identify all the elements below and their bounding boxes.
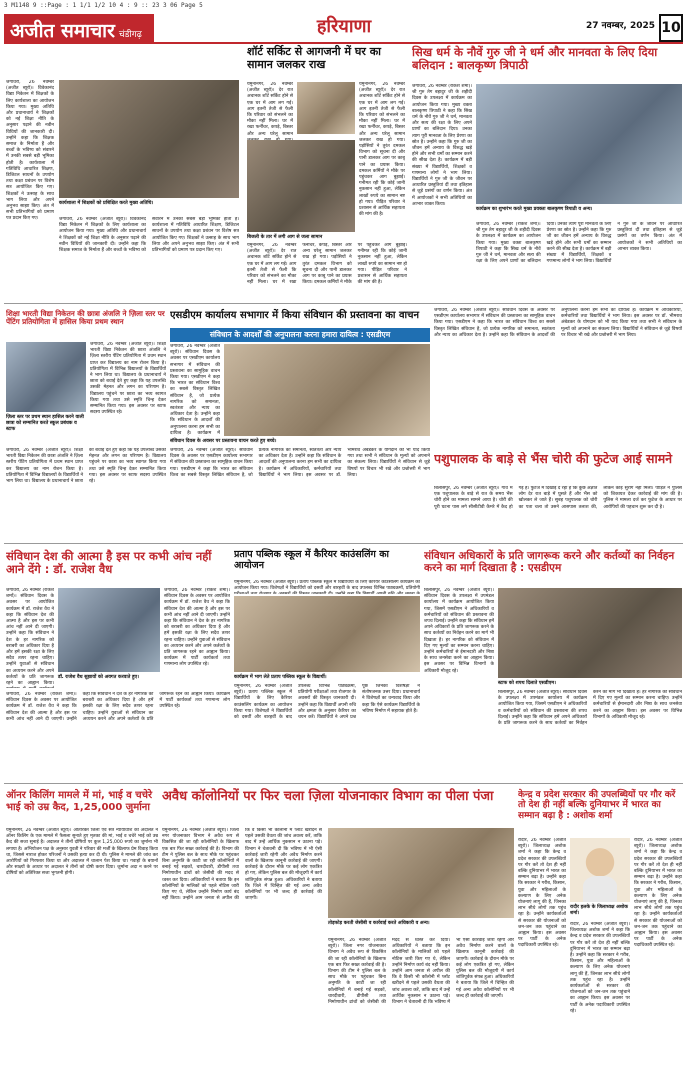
article-body: यमुनानगर, 26 नवम्बर (अजीत ब्यूरो)। अतिरिक्त जिला एवं सत्र न्यायाधीश की अदालत ने ऑनर किलिंग के एक मामले में फैसला सुनाते हुए मृतका की मां, भाई व चचेरे भाई को उम्र कैद की सजा सुनाई है। अदालत ने तीनों दोषियों पर कुल 1,25,000 रुपये का जुर्माना भी लगाया है। अभियोजन पक्ष के अनुसार युवती ने परिवार की मर्जी के खिलाफ प्रेम विवाह किया था, जिससे नाराज होकर परिजनों ने उसकी हत्या कर दी थी। पुलिस ने मामले की जांच कर आरोपियों को गिरफ्तार किया था और अदालत में चालान पेश किया था। गवाहों के बयानों और साक्ष्यों के आधार पर अदालत ने तीनों को दोषी करार दिया। जुर्माना अदा न करने पर दोषियों को अतिरिक्त सजा भुगतनी होगी। [6, 828, 158, 877]
issue-date: 27 नवम्बर, 2025 [585, 21, 655, 31]
article-body: जगाधरी, 26 नवम्बर (अजीत ब्यूरो)। शिक्षा भारती विद्या निकेतन की छात्रा अंजलि ने ज़िला स्तरीय पेंटिंग प्रतियोगिता में प्रथम स्थान प्राप्त कर विद्यालय का नाम रोशन किया है। प्रतियोगिता में विभिन्न विद्यालयों के विद्यार्थियों ने भाग लिया था। विद्यालय के प्रधानाचार्य ने छात्रा को बधाई देते हुए कहा कि यह उपलब्धि उसकी मेहनत और लगन का परिणाम है। विद्यालय पहुंचने पर छात्रा का भव्य स्वागत किया गया तथा उसे स्मृति चिन्ह देकर सम्मानित किया गया। इस अवसर पर स्टाफ सदस्य उपस्थित रहे। [90, 342, 166, 416]
divider [4, 303, 683, 304]
paper-logo [4, 14, 154, 42]
page-number: 10 [659, 14, 683, 42]
article-sdm-duties [424, 548, 682, 780]
article-vivekanand [6, 80, 242, 300]
paper-name: अजीत समाचार [10, 20, 115, 42]
photo-caption: कार्यक्रम में भाग लेते प्रताप पब्लिक स्कूल के विद्यार्थी। [234, 675, 327, 680]
article-body: जगाधरी, 26 नवम्बर (अजीत ब्यूरो)। विवेकानंद विद्या निकेतन में शिक्षकों के लिए कार्यशाला का आयोजन किया गया। मुख्य अतिथि और प्रधानाचार्य ने शिक्षकों को नई शिक्षा नीति के अनुसार पढ़ाने की नवीन विधियों की जानकारी दी। उन्होंने कहा कि शिक्षक समाज के निर्माता हैं और बच्चों के भविष्य को संवारने में उनकी सबसे बड़ी भूमिका होती है। कार्यशाला में गतिविधि आधारित शिक्षण, डिजिटल साधनों के उपयोग तथा कक्षा प्रबंधन पर विशेष सत्र आयोजित किए गए। शिक्षकों ने उत्साह के साथ भाग लिया और अपने अनुभव साझा किए। अंत में सभी प्रतिभागियों को प्रमाण पत्र प्रदान किए गए। [6, 80, 54, 222]
print-meta: 3 M1148 9 ::Page : 1 1/1 1/2 10 4 : 9 :: 23 3 06 Page 5 [4, 2, 203, 9]
article-sdm-office-tail: जगाधरी, 26 नवम्बर (अजीत ब्यूरो)। संविधान दिवस के अवसर पर एसडीएम कार्यालय सभागार में संविधान की प्रस्तावना का सामूहिक वाचन किया गया। एसडीएम ने कहा कि भारत का संविधान विश्व का सबसे विस्तृत लिखित संविधान है, जो प्रत्येक नागरिक को समानता, स्वतंत्रता और न्याय का अधिकार देता है। उन्होंने कहा कि संविधान के आदर्शों की अनुपालना करना हम सभी का दायित्व है। कार्यक्रम में अधिकारियों, कर्मचारियों तथा विद्यार्थियों ने भाग लिया। इस अवसर पर डॉ. भीमराव अंबेडकर के योगदान को भी याद किया गया तथा सभी ने संविधान के मूल्यों को अपनाने का संकल्प लिया। विद्यार्थियों ने संविधान से जुड़े विषयों पर विचार भी रखे और प्रश्नोत्तरी में भाग लिया। [434, 308, 682, 338]
headline: संविधान देश की आत्मा है इस पर कभी आंच नहीं आने देंगे : डॉ. राजेश वैध [6, 549, 212, 577]
photo-caption: स्टाफ को शपथ दिलाते एसडीएम। [498, 681, 556, 686]
article-body-cont: यमुनानगर, 26 नवम्बर (अजीत ब्यूरो)। प्रताप पब्लिक स्कूल में विद्यार्थियों के लिए कैरियर काउंसलिंग कार्यक्रम का आयोजन किया गया। विशेषज्ञों ने विद्यार्थियों को दसवीं और बारहवीं के बाद उपलब्ध विभिन्न पाठ्यक्रमों, प्रतियोगी परीक्षाओं तथा रोजगार के अवसरों की विस्तृत जानकारी दी। उन्होंने कहा कि विद्यार्थी अपनी रुचि और क्षमता के अनुसार कैरियर का चयन करें। विद्यार्थियों ने अपने प्रश्न पूछे जिनका विशेषज्ञों ने संतोषजनक उत्तर दिया। प्रधानाचार्य ने विशेषज्ञों का धन्यवाद किया और कहा कि ऐसे कार्यक्रम विद्यार्थियों के भविष्य निर्माण में सहायक होते हैं। [234, 684, 420, 721]
article-body-cont: यमुनानगर, 26 नवम्बर (अजीत ब्यूरो)। जिला नगर योजनाकार विभाग ने अवैध रूप से विकसित की जा रही कॉलोनियों के खिलाफ एक बार फिर सख्त कार्रवाई की है। विभाग की टीम ने पुलिस बल के साथ मौके पर पहुंचकर बिना अनुमति के काटी जा रही कॉलोनियों में बनाई गई सड़कों, चारदीवारी, डीपीसी तथा निर्माणाधीन ढांचों को जेसीबी की मदद से ध्वस्त कर दिया। अधिकारियों ने बताया कि इन कॉलोनियों के मालिकों को पहले नोटिस जारी किए गए थे, लेकिन उन्होंने निर्माण कार्य बंद नहीं किया। उन्होंने आम जनता से अपील की कि वे किसी भी कॉलोनी में प्लॉट खरीदने से पहले उसकी वैधता की जांच अवश्य करें, ताकि बाद में उन्हें आर्थिक नुकसान न उठाना पड़े। विभाग ने चेतावनी दी कि भविष्य में भी ऐसी कार्रवाई जारी रहेगी और अवैध निर्माण करने वालों के खिलाफ कानूनी कार्रवाई की जाएगी। कार्रवाई के दौरान मौके पर कई लोग एकत्रित हो गए, लेकिन पुलिस बल की मौजूदगी में कार्य शांतिपूर्वक संपन्न हुआ। अधिकारियों ने बताया कि जिले में चिन्हित की गई अन्य अवैध कॉलोनियों पर भी जल्द ही कार्रवाई की जाएगी। [328, 938, 514, 1006]
article-body-cont: रादौर, 26 नवम्बर (अजीत ब्यूरो)। जिलाध्यक्ष अशोक शर्मा ने कहा कि केन्द्र व प्रदेश सरकार की उपलब्धियों पर गौर करें तो देश ही नहीं बल्कि दुनियाभर में भारत का सम्मान बढ़ा है। उन्होंने कहा कि सरकार ने गरीब, किसान, युवा और महिलाओं के कल्याण के लिए अनेक योजनाएं लागू की हैं, जिनका लाभ सीधे लोगों तक पहुंच रहा है। उन्होंने कार्यकर्ताओं से सरकार की योजनाओं को जन-जन तक पहुंचाने का आह्वान किया। इस अवसर पर पार्टी के अनेक पदाधिकारी उपस्थित रहे। [634, 838, 682, 949]
headline: एसडीएम कार्यालय सभागार में किया संविधान की प्रस्तावना का वाचन [170, 310, 420, 321]
article-body-cont: बिलासपुर, 26 नवम्बर (अजीत ब्यूरो)। संविधान दिवस के उपलक्ष्य में उपमंडल कार्यालय में कार्यक्रम आयोजित किया गया, जिसमें एसडीएम ने अधिकारियों व कर्मचारियों को संविधान की प्रस्तावना की शपथ दिलाई। उन्होंने कहा कि संविधान हमें अपने अधिकारों के प्रति जागरूक करने के साथ कर्तव्यों का निर्वहन करने का मार्ग भी दिखाता है। हर नागरिक को संविधान में दिए गए मूल्यों का सम्मान करना चाहिए। उन्होंने कर्मचारियों से ईमानदारी और निष्ठा के साथ जनसेवा करने का आह्वान किया। इस अवसर पर विभिन्न विभागों के अधिकारी मौजूद रहे। [498, 690, 682, 727]
article-body: यमुनानगर, 26 नवम्बर (अजीत ब्यूरो)। देर रात अचानक शॉर्ट सर्किट होने से एक घर में आग लग गई। आग इतनी तेजी से फैली कि परिवार को संभलने का मौका नहीं मिला। घर में रखा फर्नीचर, कपड़े, बिस्तर और अन्य घरेलू सामान [247, 82, 293, 137]
article-body-cont: यमुनानगर, 26 नवम्बर (अजीत ब्यूरो)। देर रात अचानक शॉर्ट सर्किट होने से एक घर में आग लग गई। आग इतनी तेजी से फैली कि परिवार को संभलने का मौका नहीं मिला। घर में रखा फर्नीचर, कपड़े, बिस्तर और अन्य घरेलू सामान जलकर राख हो गया। पड़ोसियों ने तुरंत दमकल विभाग को सूचना दी और पानी डालकर आग पर काबू पाने का प्रयास किया। दमकल कर्मियों ने मौके पर पहुंचकर आग बुझाई। गनीमत रही कि कोई जानी नुकसान नहीं हुआ, लेकिन लाखों रुपये का सामान नष्ट हो गया। पीड़ित परिवार ने प्रशासन से आर्थिक सहायता की मांग की है। [359, 82, 405, 218]
article-ashok-sharma [518, 788, 682, 1084]
article-photo [498, 588, 682, 678]
headline: प्रताप पब्लिक स्कूल में कैरियर काउंसलिंग का आयोजन [234, 549, 389, 571]
article-body-cont: जगाधरी, 26 नवम्बर (राकेश शर्मा)। श्री गुरु तेग बहादुर जी के शहीदी दिवस के उपलक्ष्य में कार्यक्रम का आयोजन किया गया। मुख्य वक्ता बालकृष्ण त्रिपाठी ने कहा कि सिख धर्म के नौवें गुरु जी ने धर्म, मानवता और सत्य की रक्षा के लिए अपने प्राणों का बलिदान दिया। उनका त्याग पूरी मानवता के लिए प्रेरणा का स्रोत है। उन्होंने कहा कि गुरु जी का जीवन हमें अन्याय के विरुद्ध खड़े होने और सभी धर्मों का सम्मान करने की सीख देता है। कार्यक्रम में बड़ी संख्या में विद्यार्थियों, शिक्षकों व गणमान्य लोगों ने भाग लिया। विद्यार्थियों ने गुरु जी के जीवन पर आधारित प्रस्तुतियां दीं तथा इतिहास से जुड़े प्रसंगों का वर्णन किया। अंत में आयोजकों ने सभी अतिथियों का आभार व्यक्त किया। [476, 222, 682, 265]
article-photo [224, 344, 430, 436]
photo-caption: रादौर हलके के जिलाध्यक्ष अशोक शर्मा। [570, 905, 628, 916]
paper-city: चंडीगढ़ [118, 30, 142, 40]
subhead-banner: संविधान के आदर्शों की अनुपालना करना हमारा दायित्व : एसडीएम [170, 328, 430, 342]
photo-caption: बिजली के तार में लगी आग से जला सामान [247, 235, 323, 240]
article-illegal-colonies [162, 788, 514, 1084]
article-shiksha-bharti [6, 308, 166, 540]
article-sdm-office [170, 308, 430, 540]
photo-caption: ज़िला स्तर पर प्रथम स्थान हासिल करने वाली छात्रा को सम्मानित करते स्कूल प्रबंधक व स्टाफ [6, 415, 84, 432]
headline: ऑनर किलिंग मामले में मां, भाई व चचेरे भाई को उम्र कैद, 1,25,000 जुर्माना [6, 790, 153, 813]
headline: शिक्षा भारती विद्या निकेतन की छात्रा अंजलि ने ज़िला स्तर पर पेंटिंग प्रतियोगिता में हासिल किया प्रथम स्थान [6, 309, 165, 327]
article-body: यमुनानगर, 26 नवम्बर (अजीत ब्यूरो)। जिला नगर योजनाकार विभाग ने अवैध रूप से विकसित की जा रही कॉलोनियों के खिलाफ एक बार फिर सख्त कार्रवाई की है। विभाग की टीम ने पुलिस बल के साथ मौके पर पहुंचकर बिना अनुमति के काटी जा रही कॉलोनियों में बनाई गई सड़कों, चारदीवारी, डीपीसी तथा निर्माणाधीन ढांचों को जेसीबी की मदद से ध्वस्त कर दिया। अधिकारियों ने बताया कि इन कॉलोनियों के मालिकों को पहले नोटिस जारी किए गए थे, लेकिन उन्होंने निर्माण कार्य बंद नहीं किया। उन्होंने आम जनता से अपील की कि वे किसी भी कॉलोनी में प्लॉट खरीदने से पहले उसकी वैधता की जांच अवश्य करें, ताकि बाद में उन्हें आर्थिक नुकसान न उठाना पड़े। विभाग ने चेतावनी दी कि भविष्य में भी ऐसी कार्रवाई जारी रहेगी और अवैध निर्माण करने वालों के खिलाफ कानूनी कार्रवाई की जाएगी। कार्रवाई के दौरान मौके पर कई लोग एकत्रित हो गए, लेकिन पुलिस बल की मौजूदगी में कार्य शांतिपूर्वक संपन्न हुआ। अधिकारियों ने बताया कि जिले में चिन्हित की गई अन्य अवैध कॉलोनियों पर भी जल्द ही कार्रवाई की जाएगी। [162, 828, 322, 902]
divider [4, 543, 683, 544]
photo-caption: डॉ. राजेश वैध सुझावों को अवगत करवाते हुए। [58, 675, 139, 680]
article-body: जगाधरी, 26 नवम्बर (राकेश शर्मा)। संविधान दिवस के अवसर पर आयोजित कार्यक्रम में डॉ. राजेश वैध ने कहा कि संविधान देश की आत्मा है और इस पर कभी आंच नहीं आने दी जाएगी। उन्होंने कहा कि संविधान ने देश के हर नागरिक को बराबरी का अधिकार दिया है और हमें इसकी रक्षा के लिए सदैव तत्पर रहना चाहिए। उन्होंने युवाओं से संविधान का अध्ययन करने और अपने कर्तव्यों के प्रति जागरूक रहने का आह्वान किया। [6, 588, 54, 687]
headline: शॉर्ट सर्किट से आगजनी में घर का सामान जलकर राख [247, 45, 381, 71]
article-body: बिलासपुर, 26 नवम्बर (अजीत ब्यूरो)। गांव में एक पशुपालक के बाड़े से रात के समय भैंस चोरी होने का मामला सामने आया है। चोरी की पूरी घटना पास लगे सीसीटीवी कैमरे में कैद हो गई है। फुटेज में दिखाई दे रहा है कि कुछ अज्ञात लोग देर रात बाड़े में घुसते हैं और भैंस को खोलकर ले जाते हैं। सुबह पशुपालक को चोरी का पता चला तो उसने आसपास तलाश की, लेकिन कोई सुराग नहीं मिला। पीड़ित ने पुलिस को शिकायत देकर कार्रवाई की मांग की है। पुलिस ने मामला दर्ज कर फुटेज के आधार पर आरोपियों की पहचान शुरू कर दी है। [434, 486, 682, 510]
article-photo [476, 84, 682, 204]
article-body-tail: जगाधरी, 26 नवम्बर (राकेश शर्मा)। संविधान दिवस के अवसर पर आयोजित कार्यक्रम में डॉ. राजेश वैध ने कहा कि संविधान देश की आत्मा है और इस पर कभी आंच नहीं आने दी जाएगी। उन्होंने कहा कि संविधान ने देश के हर नागरिक को बराबरी का अधिकार दिया है और हमें इसकी रक्षा के लिए सदैव तत्पर रहना चाहिए। उन्होंने युवाओं से संविधान का अध्ययन करने और अपने कर्तव्यों के प्रति जागरूक रहने का आह्वान किया। कार्यक्रम में पार्टी कार्यकर्ता तथा गणमान्य लोग उपस्थित रहे। [6, 692, 230, 722]
photo-caption: कार्यशाला में शिक्षकों को प्रशिक्षित करते मुख्य अतिथि। [59, 201, 154, 206]
article-short-circuit [247, 44, 407, 300]
article-body-cont: जगाधरी, 26 नवम्बर (अजीत ब्यूरो)। शिक्षा भारती विद्या निकेतन की छात्रा अंजलि ने ज़िला स्तरीय पेंटिंग प्रतियोगिता में प्रथम स्थान प्राप्त कर विद्यालय का नाम रोशन किया है। प्रतियोगिता में विभिन्न विद्यालयों के विद्यार्थियों ने भाग लिया था। विद्यालय के प्रधानाचार्य ने छात्रा को बधाई देते हुए कहा कि यह उपलब्धि उसकी मेहनत और लगन का परिणाम है। विद्यालय पहुंचने पर छात्रा का भव्य स्वागत किया गया तथा उसे स्मृति चिन्ह देकर सम्मानित किया गया। इस अवसर पर स्टाफ सदस्य उपस्थित रहे। [6, 448, 166, 485]
article-body: बिलासपुर, 26 नवम्बर (अजीत ब्यूरो)। संविधान दिवस के उपलक्ष्य में उपमंडल कार्यालय में कार्यक्रम आयोजित किया गया, जिसमें एसडीएम ने अधिकारियों व कर्मचारियों को संविधान की प्रस्तावना की शपथ दिलाई। उन्होंने कहा कि संविधान हमें अपने अधिकारों के प्रति जागरूक करने के साथ कर्तव्यों का निर्वहन करने का मार्ग भी दिखाता है। हर नागरिक को संविधान में दिए गए मूल्यों का सम्मान करना चाहिए। उन्होंने कर्मचारियों से ईमानदारी और निष्ठा के साथ जनसेवा करने का आह्वान किया। इस अवसर पर विभिन्न विभागों के अधिकारी मौजूद रहे। [424, 588, 494, 674]
article-photo [58, 588, 160, 672]
article-photo [6, 342, 86, 412]
article-photo [234, 596, 420, 672]
article-pashupalak [434, 452, 682, 540]
headline: केन्द्र व प्रदेश सरकार की उपलब्धियों पर गौर करें तो देश ही नहीं बल्कि दुनियाभर में भारत का सम्मान बढ़ा है : अशोक शर्मा [518, 790, 676, 821]
headline: सिख धर्म के नौवें गुरु जी ने धर्म और मानवता के लिए दिया बलिदान : बालकृष्ण त्रिपाठी [412, 45, 658, 73]
divider [4, 783, 683, 784]
headline: पशुपालक के बाड़े से भैंस चोरी की फुटेज आई सामने [434, 452, 673, 466]
headline: अवैध कॉलोनियों पर फिर चला ज़िला योजनाकार विभाग का पीला पंजा [162, 789, 494, 804]
article-photo [297, 82, 355, 134]
photo-caption: तोड़फोड़ करती जेसीबी व कार्रवाई करते अधिकारी व अन्य। [328, 921, 430, 926]
article-rajesh-vaidh [6, 548, 230, 780]
portrait-photo [570, 838, 630, 902]
photo-caption: कार्यक्रम का शुभारंभ करते मुख्य प्रवक्ता बालकृष्ण त्रिपाठी व अन्य। [476, 207, 593, 212]
article-body-tail: यमुनानगर, 26 नवम्बर (अजीत ब्यूरो)। देर रात अचानक शॉर्ट सर्किट होने से एक घर में आग लग गई। आग इतनी तेजी से फैली कि परिवार को संभलने का मौका नहीं मिला। घर में रखा फर्नीचर, कपड़े, बिस्तर और अन्य घरेलू सामान जलकर राख हो गया। पड़ोसियों ने तुरंत दमकल विभाग को सूचना दी और पानी डालकर आग पर काबू पाने का प्रयास किया। दमकल कर्मियों ने मौके पर पहुंचकर आग बुझाई। गनीमत रही कि कोई जानी नुकसान नहीं हुआ, लेकिन लाखों रुपये का सामान नष्ट हो गया। पीड़ित परिवार ने प्रशासन से आर्थिक सहायता की मांग की है। [247, 243, 407, 286]
article-pratap-public [234, 548, 420, 780]
article-body-cont: जगाधरी, 26 नवम्बर (अजीत ब्यूरो)। विवेकानंद विद्या निकेतन में शिक्षकों के लिए कार्यशाला का आयोजन किया गया। मुख्य अतिथि और प्रधानाचार्य ने शिक्षकों को नई शिक्षा नीति के अनुसार पढ़ाने की नवीन विधियों की जानकारी दी। उन्होंने कहा कि शिक्षक समाज के निर्माता हैं और बच्चों के भविष्य को संवारने में उनकी सबसे बड़ी भूमिका होती है। कार्यशाला में गतिविधि आधारित शिक्षण, डिजिटल साधनों के उपयोग तथा कक्षा प्रबंधन पर विशेष सत्र आयोजित किए गए। शिक्षकों ने उत्साह के साथ भाग लिया और अपने अनुभव साझा किए। अंत में सभी प्रतिभागियों को प्रमाण पत्र प्रदान किए गए। [59, 217, 239, 254]
article-photo [59, 80, 239, 198]
masthead [4, 14, 683, 44]
photo-caption: संविधान दिवस के अवसर पर प्रस्तावना वाचन करते हुए बच्चे। [170, 439, 277, 444]
article-body-tail: रादौर, 26 नवम्बर (अजीत ब्यूरो)। जिलाध्यक्ष अशोक शर्मा ने कहा कि केन्द्र व प्रदेश सरकार की उपलब्धियों पर गौर करें तो देश ही नहीं बल्कि दुनियाभर में भारत का सम्मान बढ़ा है। उन्होंने कहा कि सरकार ने गरीब, किसान, युवा और महिलाओं के कल्याण के लिए अनेक योजनाएं लागू की हैं, जिनका लाभ सीधे लोगों तक पहुंच रहा है। उन्होंने कार्यकर्ताओं से सरकार की योजनाओं को जन-जन तक पहुंचाने का आह्वान किया। इस अवसर पर पार्टी के अनेक पदाधिकारी उपस्थित रहे। [570, 922, 630, 1014]
fire-photo [247, 140, 355, 232]
headline: संविधान अधिकारों के प्रति जागरूक करने और कर्तव्यों का निर्वहन करने का मार्ग दिखाता है : एसडीएम [424, 550, 675, 575]
article-sikh-guru [412, 44, 682, 300]
section-name: हरियाणा [316, 16, 372, 37]
article-body: यमुनानगर, 26 नवम्बर (अजीत ब्यूरो)। प्रताप पब्लिक स्कूल में विद्यार्थियों के लिए कैरियर काउंसलिंग कार्यक्रम का आयोजन किया गया। विशेषज्ञों ने विद्यार्थियों को दसवीं और बारहवीं के बाद उपलब्ध विभिन्न पाठ्यक्रमों, प्रतियोगी [234, 580, 420, 592]
article-honor-killing [6, 788, 158, 1084]
article-body-cont: जगाधरी, 26 नवम्बर (अजीत ब्यूरो)। संविधान दिवस के अवसर पर एसडीएम कार्यालय सभागार में संविधान की प्रस्तावना का सामूहिक वाचन किया गया। एसडीएम ने कहा कि भारत का संविधान विश्व का सबसे विस्तृत लिखित संविधान है, जो प्रत्येक नागरिक को समानता, स्वतंत्रता और न्याय का अधिकार देता है। उन्होंने कहा कि संविधान के आदर्शों की अनुपालना करना हम सभी का दायित्व है। कार्यक्रम में अधिकारियों, कर्मचारियों तथा विद्यार्थियों ने भाग लिया। इस अवसर पर डॉ. भीमराव अंबेडकर के योगदान को भी याद किया गया तथा सभी ने संविधान के मूल्यों को अपनाने का संकल्प लिया। विद्यार्थियों ने संविधान से जुड़े विषयों पर विचार भी रखे और प्रश्नोत्तरी में भाग लिया। [170, 448, 430, 478]
article-body: रादौर, 26 नवम्बर (अजीत ब्यूरो)। जिलाध्यक्ष अशोक शर्मा ने कहा कि केन्द्र व प्रदेश सरकार की उपलब्धियों पर गौर करें तो देश ही नहीं बल्कि दुनियाभर में भारत का सम्मान बढ़ा है। उन्होंने कहा कि सरकार ने गरीब, किसान, युवा और महिलाओं के कल्याण के लिए अनेक योजनाएं लागू की हैं, जिनका लाभ सीधे लोगों तक पहुंच रहा है। उन्होंने कार्यकर्ताओं से सरकार की योजनाओं को जन-जन तक पहुंचाने का आह्वान किया। इस अवसर पर पार्टी के अनेक पदाधिकारी उपस्थित रहे। [518, 838, 566, 949]
article-body-cont: जगाधरी, 26 नवम्बर (राकेश शर्मा)। संविधान दिवस के अवसर पर आयोजित कार्यक्रम में डॉ. राजेश वैध ने कहा कि संविधान देश की आत्मा है और इस पर कभी आंच नहीं आने दी जाएगी। उन्होंने कहा कि संविधान ने देश के हर नागरिक को बराबरी का अधिकार दिया है और हमें इसकी रक्षा के लिए सदैव तत्पर रहना चाहिए। उन्होंने युवाओं से संविधान का अध्ययन करने और अपने कर्तव्यों के प्रति जागरूक रहने का आह्वान किया। कार्यक्रम में पार्टी कार्यकर्ता तथा गणमान्य लोग उपस्थित रहे। [164, 588, 230, 668]
article-body: जगाधरी, 26 नवम्बर (राकेश शर्मा)। श्री गुरु तेग बहादुर जी के शहीदी दिवस के उपलक्ष्य में कार्यक्रम का आयोजन किया गया। मुख्य वक्ता बालकृष्ण त्रिपाठी ने कहा कि सिख धर्म के नौवें गुरु जी ने धर्म, मानवता और सत्य की रक्षा के लिए अपने प्राणों का बलिदान दिया। उनका त्याग पूरी मानवता के लिए प्रेरणा का स्रोत है। उन्होंने कहा कि गुरु जी का जीवन हमें अन्याय के विरुद्ध खड़े होने और सभी धर्मों का सम्मान करने की सीख देता है। कार्यक्रम में बड़ी संख्या में विद्यार्थियों, शिक्षकों व गणमान्य लोगों ने भाग लिया। विद्यार्थियों ने गुरु जी के जीवन पर आधारित प्रस्तुतियां दीं तथा इतिहास से जुड़े प्रसंगों का वर्णन किया। अंत में आयोजकों ने सभी अतिथियों का आभार व्यक्त किया। [412, 84, 472, 207]
article-photo [328, 828, 514, 918]
article-body: जगाधरी, 26 नवम्बर (अजीत ब्यूरो)। संविधान दिवस के अवसर पर एसडीएम कार्यालय सभागार में संविधान की प्रस्तावना का सामूहिक वाचन किया गया। एसडीएम ने कहा कि भारत का संविधान विश्व का सबसे विस्तृत लिखित संविधान है, जो प्रत्येक नागरिक को समानता, स्वतंत्रता और न्याय का अधिकार देता है। उन्होंने कहा कि संविधान के आदर्शों की अनुपालना करना हम सभी का दायित्व है। कार्यक्रम में [170, 344, 220, 436]
